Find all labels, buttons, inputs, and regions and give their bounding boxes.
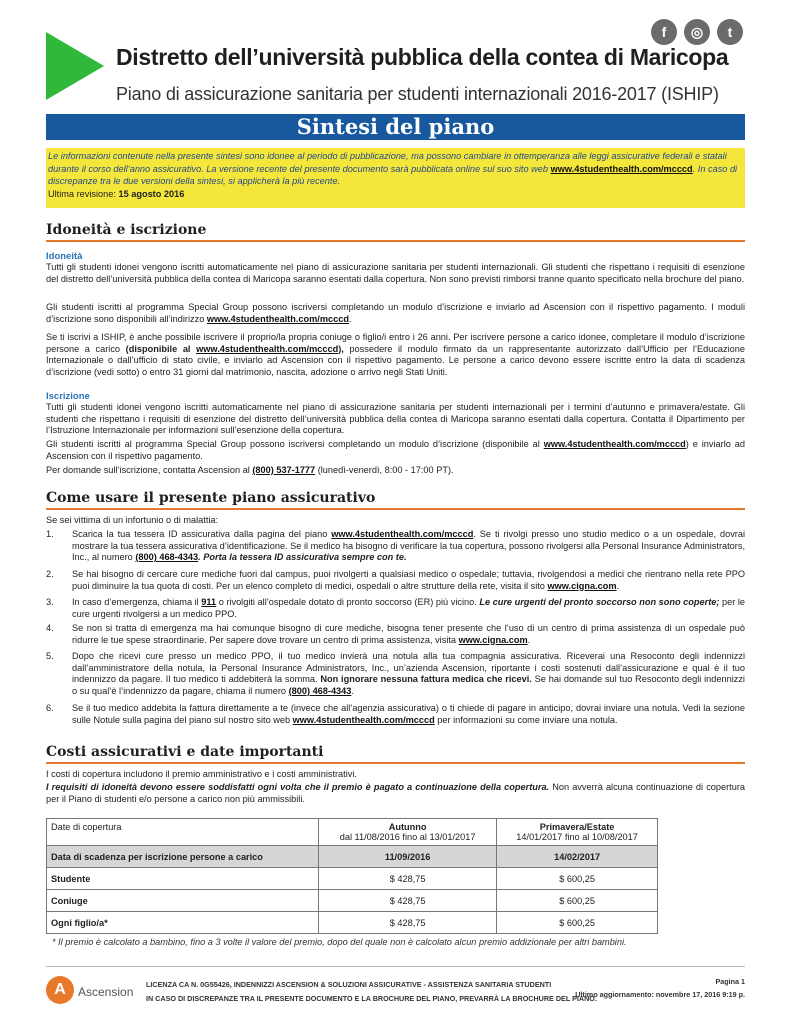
costs-paragraph: I costi di copertura includono il premio amministrativo e i costi amministrativi. [46,769,357,779]
list-number: 5. [46,651,54,661]
section-heading-costs: Costi assicurativi e date importanti [46,744,745,764]
text: . [351,685,354,696]
last-updated: Ultimo aggiornamento: novembre 17, 2016 9:19 p. [575,990,745,999]
text: . [348,313,352,324]
text: Se il tuo medico addebita la fattura direttamente a te (invece che all’agenzia assicurativa) o ti chiede di pagare in anticipo, dovrai inviare una notula. Vedi la sezione sulle Notule sulla pagina del piano sul nostro sito web [72,703,745,725]
subheading-eligibility: Idoneità [46,251,83,262]
text: possedere il modulo firmato da un rappresentante autorizzato dall’Ufficio per l’Educazione Internazionale o dall’ufficio di stato civile, e inviarlo ad Ascension con il rispettivo pagamento. Le persone a carico devono essere iscritte entro la data di scadenza d’iscrizione (vedi sotto) o entro 31 giorni dal matrimonio, nascita, adozione o arrivo negli Stati Uniti. [46,343,745,377]
phone-link[interactable]: (800) 468-4343 [288,685,352,696]
table-cell: 11/09/2016 [319,846,497,868]
contact-paragraph [46,465,745,477]
how-to-use-intro: Se sei vittima di un infortunio o di malattia: [46,515,219,525]
revision-label: Ultima revisione: [48,188,119,199]
table-header-cell [497,819,658,846]
continuation-paragraph [46,782,745,805]
text: Scarica la tua tessera ID assicurativa dalla pagina del piano [72,529,332,539]
page-number: Pagina 1 [715,977,745,986]
license-text: LICENZA CA N. 0G55426, INDENNIZZI ASCENSION & SOLUZIONI ASSICURATIVE - ASSISTENZA SANITARIA STUDENTI [146,980,552,989]
emergency-number[interactable]: 911 [201,597,217,607]
table-cell: $ 428,75 [319,912,497,934]
section-heading-eligibility: Idoneità e iscrizione [46,222,745,242]
text: . [616,580,620,591]
text: o rivolgiti all’ospedale dotato di pronto soccorso (ER) più vicino. [216,597,480,607]
special-group-paragraph [46,302,745,325]
list-number: 1. [46,529,54,539]
text: Non avverrà alcuna continuazione di copertura per il Piano di studenti e/o persone a carico non più ammissibili. [46,782,746,804]
table-cell: 14/02/2017 [497,846,658,868]
list-item [46,623,745,647]
list-number: 2. [46,569,54,579]
text: Le cure urgenti del pronto soccorso non sono coperte; [479,597,720,607]
footer-divider [46,966,745,967]
twitter-icon[interactable]: t [717,19,743,45]
notice-box [46,148,745,208]
table-header-cell: Date di copertura [47,819,319,846]
phone-link[interactable]: (800) 537-1777 [252,465,316,475]
child-premium-footnote: * Il premio è calcolato a bambino, fino a 3 volte il valore del premio, dopo del quale non è calcolato alcun premio addizionale per altri bambini. [52,937,627,947]
facebook-icon[interactable]: f [651,19,677,45]
page-subtitle: Piano di assicurazione sanitaria per studenti internazionali 2016-2017 (ISHIP) [116,84,719,104]
subheading-enrollment: Iscrizione [46,391,90,402]
text: Dopo che ricevi cure presso un medico PPO, il tuo medico invierà una notula alla tua compagnia assicurativa. Riceverai una Resoconto degli indennizzi dall’amministratore della notula, la Personal Insurance Administrators, Inc., un’azienda Ascension, riportante i costi sostenuti dall’assicurazione e qual è il tuo indennizzo da pagare. Il tuo medico ti addebiterà la somma. [72,651,745,685]
text: Se non si tratta di emergenza ma hai comunque bisogno di cure mediche, bisogna tener presente che l’uso di un centro di prima assistenza di un ospedale può ridurre le tue spese straordinarie. Per sapere dove trovare un centro di prima assistenza, visita [72,623,745,645]
text: (lunedì-venerdì, 8:00 - 17:00 PT). [315,465,454,475]
enrollment-paragraph: Tutti gli studenti idonei vengono iscritti automaticamente nel piano di assicurazione sanitaria per studenti internazionali per i termini d’autunno e primavera/estate. Gli studenti che rispettano i requisiti di esenzione del distretto dell’università pubblica della contea di Maricopa saranno esentati dalla copertura. Contatta il Dipartimento per l’Istruzione Internazionale per informazioni sull’esenzione della copertura. [46,402,745,436]
notice-text: Le informazioni contenute nella presente sintesi sono idonee al periodo di pubblicazione, ma possono cambiare in ottemperanza alle leggi assicurative federali e statali durante il corso dell’anno assicurativo. La versione recente del presente documento sarà pubblicata online sul suo sito web [48,151,727,174]
table-header-cell [319,819,497,846]
table-cell: Coniuge [47,890,319,912]
plan-link[interactable]: www.4studenthealth.com/mcccd [331,529,474,539]
plan-link[interactable]: www.4studenthealth.com/mcccd [196,343,339,354]
text: Autunno [388,822,427,832]
text: Gli studenti iscritti al programma Special Group possono iscriversi completando un modulo d’iscrizione (disponibile al [46,439,544,449]
table-row [47,912,658,934]
text: Non ignorare nessuna fattura medica che ricevi. [320,674,532,685]
special-group-enroll-paragraph [46,439,745,462]
phone-link[interactable]: (800) 468-4343 [135,552,199,563]
text: ), [338,343,344,354]
text: Se hai domande sul tuo Resoconto degli indennizzi o su qual’è l’indennizzo da pagare, chiama il numero [72,674,745,696]
page-title: Distretto dell’università pubblica della contea di Maricopa [116,44,729,70]
table-cell: $ 428,75 [319,868,497,890]
list-item [46,651,745,699]
plan-link[interactable]: www.4studenthealth.com/mcccd [206,313,349,324]
text: ) e inviarlo ad Ascension con il rispettivo pagamento. [46,439,745,461]
dependents-paragraph [46,332,745,378]
list-number: 6. [46,703,54,713]
list-item [46,529,745,565]
table-row [47,846,658,868]
text: . Porta la tessera ID assicurativa sempre con te. [198,552,407,563]
table-cell: Data di scadenza per iscrizione persone a carico [47,846,319,868]
table-cell: $ 600,25 [497,868,658,890]
cigna-link[interactable]: www.cigna.com [547,580,617,591]
cigna-link[interactable]: www.cigna.com [458,634,528,645]
table-cell: Studente [47,868,319,890]
text: per informazioni su come inviare una notula. [434,714,618,725]
text: per le cure urgenti rivolgersi a un medico PPO. [72,597,745,619]
table-cell: $ 600,25 [497,890,658,912]
section-heading-how-to-use: Come usare il presente piano assicurativo [46,490,745,510]
text: Primavera/Estate [539,822,615,832]
table-cell: $ 600,25 [497,912,658,934]
notice-text-2: . In caso di discrepanze tra le due versioni della sintesi, si applicherà la più recente. [48,163,738,186]
list-item [46,703,745,727]
logo-triangle-icon [46,32,104,100]
table-header-row [47,819,658,846]
list-number: 3. [46,597,54,607]
instagram-icon[interactable]: ◎ [684,19,710,45]
text: Se hai bisogno di cercare cure mediche fuori dal campus, puoi rivolgerti a qualsiasi medico o ospedale; tuttavia, rivolgendosi a medici che rientrano nella rete PPO puoi diminuire la tua quota di costi. Per un elenco completo di medici, ospedali o altre strutture della rete, visita il sito [72,569,745,591]
table-cell: Ogni figlio/a* [47,912,319,934]
notice-link[interactable]: www.4studenthealth.com/mcccd [550,163,693,174]
table-row [47,890,658,912]
text: Se ti iscrivi a ISHIP, è anche possibile iscrivere il proprio/la propria coniuge o figlio/i entro i 26 anni. Per iscrivere persone a carico idonee, completare il modulo d’iscrizione persone a carico [46,332,745,354]
text: dal 11/08/2016 fino al 13/01/2017 [339,832,476,842]
plan-link[interactable]: www.4studenthealth.com/mcccd [543,439,686,449]
table-row [47,868,658,890]
ascension-logo-text: Ascension [78,985,134,999]
text: . [527,634,531,645]
text: (disponibile al [125,343,197,354]
text: . Se ti rivolgi presso uno studio medico o a un ospedale, dovrai mostrare la tua tessera assicurativa d’identificazione. Se il medico ha bisogno di verificare la tua copertura, possono rivolgersi alla Personal Insurance Administrators, Inc., al numero [72,529,745,563]
text: I requisiti di idoneità devono essere soddisfatti ogni volta che il premio è pagato a continuazione della copertura. [46,782,550,792]
plan-link[interactable]: www.4studenthealth.com/mcccd [292,714,435,725]
list-number: 4. [46,623,54,633]
ascension-logo-icon: A [46,976,74,1004]
list-item [46,569,745,593]
text: 14/01/2017 fino al 10/08/2017 [516,832,638,842]
text: Per domande sull’iscrizione, contatta Ascension al [46,465,253,475]
revision-date: 15 agosto 2016 [118,188,185,199]
list-item [46,597,745,621]
text: In caso d’emergenza, chiama il [72,597,202,607]
costs-table [46,818,658,934]
discrepancy-text: IN CASO DI DISCREPANZE TRA IL PRESENTE DOCUMENTO E LA BROCHURE DEL PIANO, PREVARRÀ LA BROCHURE DEL PIANO. [146,994,597,1003]
text: Gli studenti iscritti al programma Special Group possono iscriversi completando un modulo d’iscrizione e inviarlo ad Ascension con il rispettivo pagamento. I moduli d’iscrizione sono disponibili all’indirizzo [46,302,745,324]
summary-banner: Sintesi del piano [46,114,745,140]
table-cell: $ 428,75 [319,890,497,912]
eligibility-paragraph: Tutti gli studenti idonei vengono iscritti automaticamente nel piano di assicurazione sanitaria per studenti internazionali. Gli studenti che rispettano i requisiti di esenzione del distretto dell’università pubblica della contea di Maricopa saranno esentati dalla copertura. Non sono previsti rimborsi tranne quanto specificato nella brochure del piano. [46,262,745,284]
